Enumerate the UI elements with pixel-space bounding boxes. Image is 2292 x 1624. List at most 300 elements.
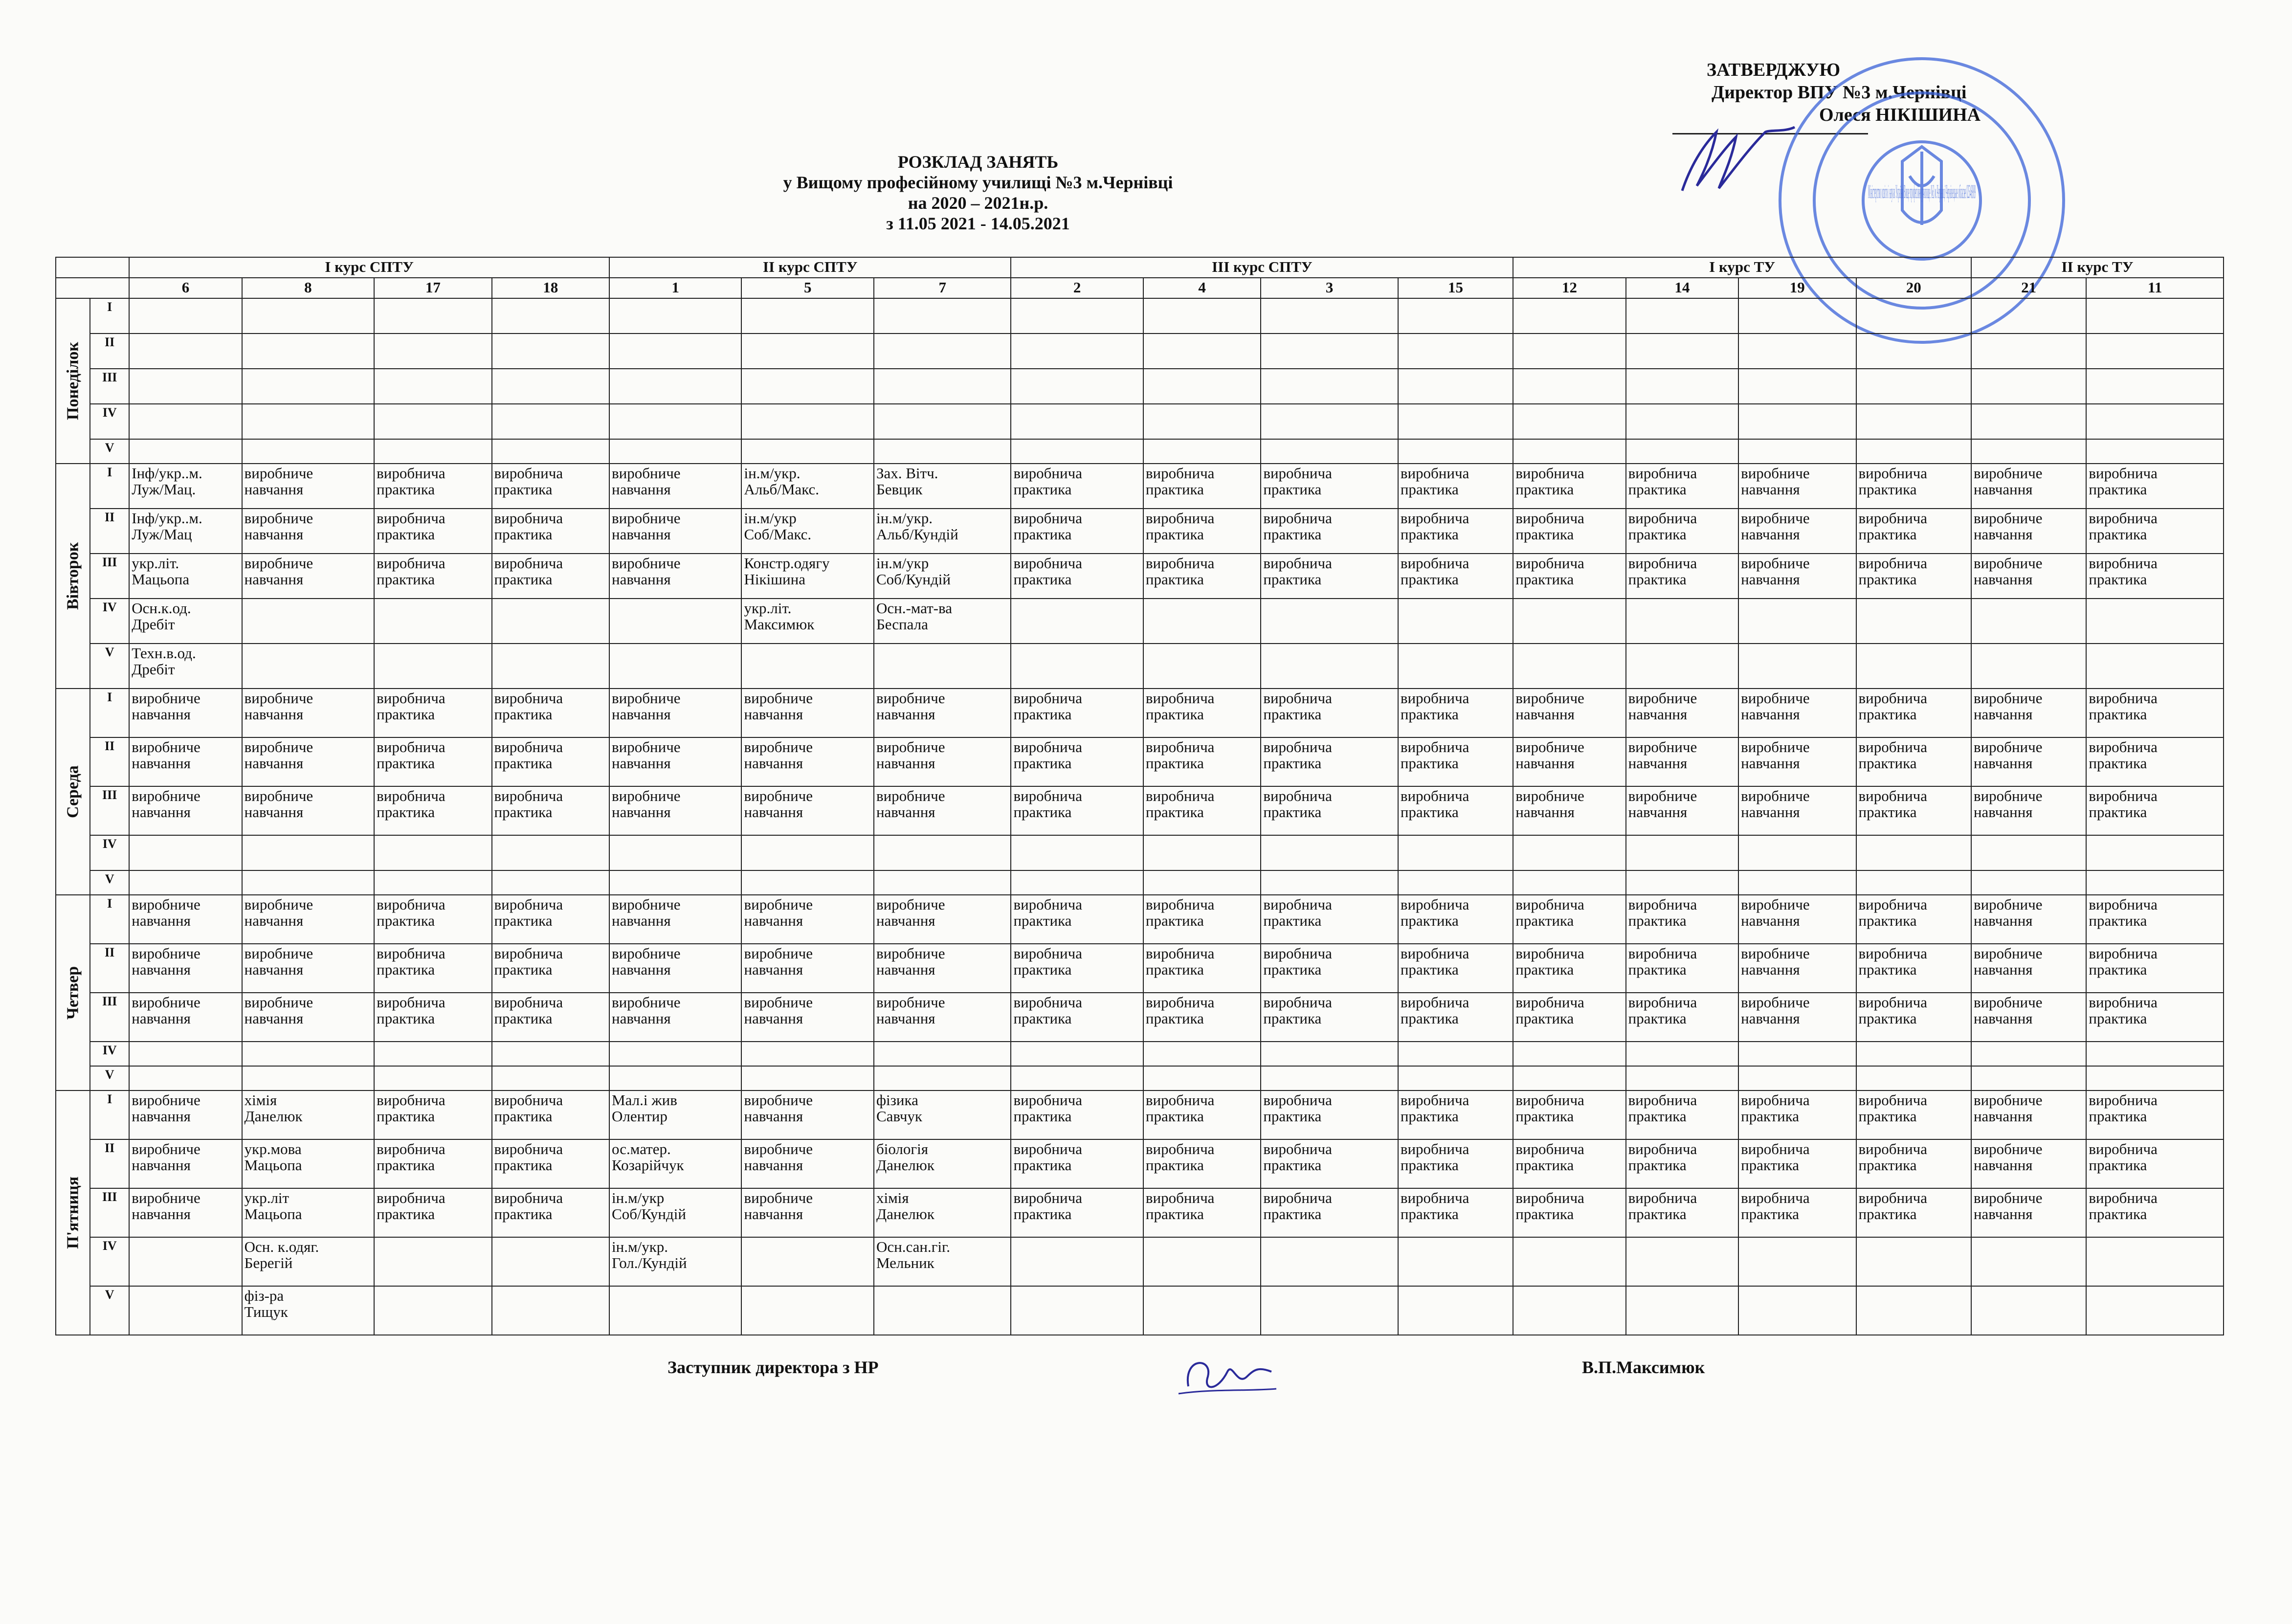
lesson-cell <box>1971 334 2086 369</box>
lesson-cell: виробнича практика <box>1626 944 1738 993</box>
lesson-cell <box>2086 369 2224 404</box>
lesson-cell: виробнича практика <box>492 1139 609 1188</box>
lesson-cell <box>609 599 741 644</box>
lesson-cell <box>1261 369 1398 404</box>
lesson-cell: виробнича практика <box>374 993 491 1042</box>
lesson-number: ІV <box>90 835 129 870</box>
lesson-cell <box>1738 1042 1856 1066</box>
lesson-cell <box>1738 334 1856 369</box>
lesson-cell: виробнича практика <box>1398 895 1513 944</box>
lesson-cell <box>1011 835 1143 870</box>
lesson-cell: Констр.одягу Нікішина <box>741 554 873 599</box>
lesson-cell <box>874 644 1011 689</box>
lesson-cell <box>1856 644 1971 689</box>
lesson-cell <box>1398 439 1513 464</box>
lesson-cell: ін.м/укр. Гол./Кундій <box>609 1237 741 1286</box>
lesson-cell: Осн.к.од. Дребіт <box>129 599 242 644</box>
approval-heading: ЗАТВЕРДЖУЮ <box>1707 60 1841 80</box>
lesson-cell <box>874 439 1011 464</box>
lesson-cell <box>242 1042 374 1066</box>
lesson-cell: виробнича практика <box>1261 895 1398 944</box>
lesson-cell: Інф/укр..м. Луж/Мац <box>129 509 242 554</box>
lesson-cell <box>1143 870 1261 895</box>
lesson-cell: ін.м/укр Соб/Макс. <box>741 509 873 554</box>
lesson-cell <box>492 404 609 439</box>
lesson-row <box>56 404 2224 439</box>
lesson-cell: виробнича практика <box>1626 1139 1738 1188</box>
lesson-cell <box>874 369 1011 404</box>
lesson-row <box>56 464 2224 509</box>
lesson-number: V <box>90 1066 129 1090</box>
title-line-2: у Вищому професійному училищі №3 м.Чернівці <box>783 173 1173 192</box>
lesson-number: ІІ <box>90 737 129 786</box>
group-header: 12 <box>1513 278 1625 298</box>
lesson-cell: виробниче навчання <box>1738 464 1856 509</box>
group-header: 3 <box>1261 278 1398 298</box>
lesson-cell <box>242 599 374 644</box>
lesson-cell: виробнича практика <box>1513 554 1625 599</box>
lesson-cell: виробниче навчання <box>609 895 741 944</box>
lesson-cell <box>2086 1237 2224 1286</box>
lesson-cell: ін.м/укр Соб/Кундій <box>609 1188 741 1237</box>
lesson-cell <box>609 1066 741 1090</box>
group-header: 18 <box>492 278 609 298</box>
lesson-cell <box>1261 835 1398 870</box>
lesson-cell: виробнича практика <box>492 737 609 786</box>
lesson-row <box>56 870 2224 895</box>
lesson-cell <box>1011 369 1143 404</box>
group-header: 4 <box>1143 278 1261 298</box>
lesson-cell: виробнича практика <box>1398 944 1513 993</box>
lesson-cell: виробниче навчання <box>1738 786 1856 835</box>
lesson-cell: виробнича практика <box>492 554 609 599</box>
lesson-cell <box>129 1237 242 1286</box>
lesson-cell: виробниче навчання <box>1971 554 2086 599</box>
lesson-cell: виробнича практика <box>1738 1139 1856 1188</box>
lesson-cell: виробниче навчання <box>242 944 374 993</box>
lesson-cell <box>1261 1286 1398 1335</box>
lesson-cell <box>374 870 491 895</box>
lesson-cell <box>1513 1042 1625 1066</box>
lesson-cell <box>1398 1237 1513 1286</box>
lesson-cell: виробнича практика <box>374 737 491 786</box>
lesson-cell <box>374 404 491 439</box>
footer-name: В.П.Максимюк <box>1582 1357 1705 1377</box>
lesson-cell <box>1513 1286 1625 1335</box>
lesson-cell: виробниче навчання <box>1971 993 2086 1042</box>
lesson-cell <box>374 369 491 404</box>
group-header: 7 <box>874 278 1011 298</box>
lesson-cell <box>1856 1286 1971 1335</box>
lesson-cell <box>1143 404 1261 439</box>
lesson-row <box>56 689 2224 737</box>
lesson-cell: виробниче навчання <box>741 737 873 786</box>
lesson-cell <box>1143 369 1261 404</box>
lesson-cell <box>1398 404 1513 439</box>
group-header: 19 <box>1738 278 1856 298</box>
lesson-cell: виробнича практика <box>1626 895 1738 944</box>
lesson-cell <box>741 644 873 689</box>
lesson-row <box>56 298 2224 334</box>
day-label: Понеділок <box>56 298 90 464</box>
lesson-cell <box>1971 298 2086 334</box>
lesson-cell: виробнича практика <box>1143 689 1261 737</box>
title-line-4: з 11.05 2021 - 14.05.2021 <box>886 214 1070 233</box>
lesson-cell <box>741 835 873 870</box>
lesson-cell <box>1626 870 1738 895</box>
lesson-cell <box>1011 298 1143 334</box>
lesson-cell <box>1398 1066 1513 1090</box>
lesson-cell: виробнича практика <box>492 895 609 944</box>
lesson-cell <box>741 1066 873 1090</box>
lesson-cell: виробниче навчання <box>1626 786 1738 835</box>
lesson-cell: виробнича практика <box>2086 689 2224 737</box>
lesson-cell <box>1261 298 1398 334</box>
lesson-cell: виробнича практика <box>1143 944 1261 993</box>
lesson-cell: виробниче навчання <box>1971 509 2086 554</box>
course-header: І курс СПТУ <box>129 257 609 278</box>
lesson-cell: виробниче навчання <box>129 1188 242 1237</box>
lesson-cell: Зах. Вітч. Бевцик <box>874 464 1011 509</box>
lesson-cell <box>1513 870 1625 895</box>
lesson-cell <box>1011 439 1143 464</box>
lesson-cell <box>1738 1237 1856 1286</box>
lesson-row <box>56 644 2224 689</box>
lesson-cell: виробнича практика <box>1261 786 1398 835</box>
lesson-cell: виробнича практика <box>2086 464 2224 509</box>
lesson-cell: виробнича практика <box>2086 509 2224 554</box>
lesson-cell: виробнича практика <box>492 464 609 509</box>
lesson-cell: Осн.-мат-ва Беспала <box>874 599 1011 644</box>
lesson-cell <box>1261 334 1398 369</box>
lesson-cell <box>741 1237 873 1286</box>
lesson-cell <box>874 835 1011 870</box>
day-label: Четвер <box>56 895 90 1090</box>
lesson-cell <box>1011 334 1143 369</box>
lesson-cell: виробниче навчання <box>1513 737 1625 786</box>
lesson-cell: ін.м/укр. Альб/Макс. <box>741 464 873 509</box>
lesson-cell <box>1738 1286 1856 1335</box>
lesson-cell: виробнича практика <box>1856 1188 1971 1237</box>
lesson-cell: виробнича практика <box>2086 895 2224 944</box>
lesson-cell: укр.мова Мацьопа <box>242 1139 374 1188</box>
lesson-cell: виробниче навчання <box>242 786 374 835</box>
lesson-cell: виробнича практика <box>1261 944 1398 993</box>
lesson-cell: виробнича практика <box>1856 554 1971 599</box>
corner-cell <box>56 257 129 278</box>
lesson-cell <box>1143 1042 1261 1066</box>
lesson-cell <box>374 1286 491 1335</box>
lesson-cell <box>1626 835 1738 870</box>
lesson-cell <box>1143 334 1261 369</box>
lesson-cell <box>1856 404 1971 439</box>
lesson-cell: виробнича практика <box>1143 1188 1261 1237</box>
lesson-cell: виробнича практика <box>1398 1090 1513 1139</box>
lesson-cell <box>874 1042 1011 1066</box>
lesson-row <box>56 334 2224 369</box>
lesson-cell: Мал.і жив Олентир <box>609 1090 741 1139</box>
lesson-cell: укр.літ Мацьопа <box>242 1188 374 1237</box>
lesson-cell <box>492 369 609 404</box>
lesson-cell <box>492 1237 609 1286</box>
lesson-cell <box>242 644 374 689</box>
lesson-cell <box>1738 404 1856 439</box>
lesson-cell <box>1626 1237 1738 1286</box>
lesson-cell: виробниче навчання <box>1971 1139 2086 1188</box>
lesson-cell <box>609 439 741 464</box>
group-header: 21 <box>1971 278 2086 298</box>
group-header: 20 <box>1856 278 1971 298</box>
lesson-cell <box>492 1286 609 1335</box>
lesson-cell: виробниче навчання <box>741 1188 873 1237</box>
lesson-cell <box>609 1286 741 1335</box>
lesson-cell: виробнича практика <box>492 944 609 993</box>
lesson-number: ІV <box>90 1042 129 1066</box>
lesson-cell: виробниче навчання <box>1738 554 1856 599</box>
lesson-cell: виробнича практика <box>1143 554 1261 599</box>
lesson-number: ІІІ <box>90 1188 129 1237</box>
lesson-cell <box>129 439 242 464</box>
lesson-cell <box>129 334 242 369</box>
lesson-cell <box>1261 1042 1398 1066</box>
lesson-cell <box>2086 334 2224 369</box>
lesson-cell: виробниче навчання <box>242 509 374 554</box>
lesson-cell <box>2086 870 2224 895</box>
lesson-cell: виробниче навчання <box>242 737 374 786</box>
lesson-cell <box>741 1286 873 1335</box>
course-header: ІІІ курс СПТУ <box>1011 257 1513 278</box>
lesson-cell <box>1971 1042 2086 1066</box>
lesson-cell: біологія Данелюк <box>874 1139 1011 1188</box>
group-header: 17 <box>374 278 491 298</box>
lesson-cell: виробнича практика <box>1398 1188 1513 1237</box>
stamp-text: Міністерство освіти і науки України Вище професійне училище №3 м.Чернівці Чернівецьке обласне 02546989 <box>1868 180 1976 202</box>
lesson-cell: виробнича практика <box>1626 1090 1738 1139</box>
lesson-cell <box>374 298 491 334</box>
lesson-cell <box>2086 599 2224 644</box>
lesson-cell: виробниче навчання <box>741 895 873 944</box>
lesson-cell <box>1143 599 1261 644</box>
lesson-cell <box>1971 1066 2086 1090</box>
lesson-cell: виробниче навчання <box>242 993 374 1042</box>
day-label: П'ятниця <box>56 1090 90 1335</box>
lesson-cell: виробнича практика <box>374 689 491 737</box>
lesson-cell: виробниче навчання <box>1738 509 1856 554</box>
lesson-cell <box>874 1066 1011 1090</box>
lesson-cell <box>374 439 491 464</box>
lesson-cell <box>1626 1066 1738 1090</box>
lesson-cell <box>1626 369 1738 404</box>
lesson-number: ІІІ <box>90 554 129 599</box>
lesson-cell: виробнича практика <box>1856 509 1971 554</box>
lesson-cell: виробниче навчання <box>609 993 741 1042</box>
lesson-cell <box>1626 1286 1738 1335</box>
lesson-cell: виробнича практика <box>1626 1188 1738 1237</box>
approval-name: Олеся НІКІШИНА <box>1819 105 1981 125</box>
lesson-cell <box>1398 1042 1513 1066</box>
lesson-cell: виробниче навчання <box>242 895 374 944</box>
lesson-cell: виробниче навчання <box>741 944 873 993</box>
lesson-cell <box>1513 404 1625 439</box>
lesson-cell <box>492 835 609 870</box>
lesson-cell <box>129 870 242 895</box>
lesson-cell <box>1011 1066 1143 1090</box>
group-header: 14 <box>1626 278 1738 298</box>
lesson-cell: виробниче навчання <box>1738 737 1856 786</box>
lesson-cell <box>129 298 242 334</box>
lesson-cell <box>609 369 741 404</box>
lesson-cell: виробниче навчання <box>1738 993 1856 1042</box>
lesson-number: ІІ <box>90 944 129 993</box>
lesson-cell <box>1143 835 1261 870</box>
lesson-cell <box>374 1237 491 1286</box>
group-header: 8 <box>242 278 374 298</box>
lesson-cell: виробнича практика <box>1011 737 1143 786</box>
lesson-cell: виробнича практика <box>1261 1139 1398 1188</box>
lesson-cell: виробнича практика <box>1261 737 1398 786</box>
lesson-cell: виробнича практика <box>492 1090 609 1139</box>
lesson-cell: виробнича практика <box>1856 993 1971 1042</box>
lesson-cell <box>874 1286 1011 1335</box>
lesson-cell <box>492 644 609 689</box>
lesson-cell: виробниче навчання <box>129 689 242 737</box>
lesson-cell: хімія Данелюк <box>874 1188 1011 1237</box>
lesson-cell <box>1738 870 1856 895</box>
lesson-cell <box>492 1042 609 1066</box>
lesson-cell <box>1856 439 1971 464</box>
lesson-row <box>56 1188 2224 1237</box>
lesson-cell: виробнича практика <box>1513 509 1625 554</box>
lesson-cell: виробнича практика <box>1738 1090 1856 1139</box>
lesson-row <box>56 737 2224 786</box>
lesson-cell: виробниче навчання <box>129 944 242 993</box>
group-header: 11 <box>2086 278 2224 298</box>
lesson-cell <box>1513 298 1625 334</box>
lesson-cell <box>242 835 374 870</box>
lesson-cell: виробнича практика <box>374 1090 491 1139</box>
lesson-cell <box>1261 439 1398 464</box>
lesson-cell <box>1971 835 2086 870</box>
lesson-cell <box>242 1066 374 1090</box>
lesson-cell: виробниче навчання <box>1971 944 2086 993</box>
lesson-cell: виробниче навчання <box>129 1139 242 1188</box>
lesson-cell <box>1738 599 1856 644</box>
lesson-cell <box>1856 298 1971 334</box>
lesson-cell <box>2086 1042 2224 1066</box>
lesson-cell: виробнича практика <box>374 895 491 944</box>
lesson-cell: виробнича практика <box>1011 895 1143 944</box>
lesson-cell: виробниче навчання <box>1513 786 1625 835</box>
lesson-cell <box>1856 1066 1971 1090</box>
lesson-cell <box>741 334 873 369</box>
lesson-cell: виробнича практика <box>1398 993 1513 1042</box>
lesson-cell <box>1738 835 1856 870</box>
lesson-cell: ін.м/укр. Альб/Кундій <box>874 509 1011 554</box>
schedule-title <box>587 152 1369 234</box>
lesson-cell <box>1626 644 1738 689</box>
lesson-cell: виробниче навчання <box>1971 1090 2086 1139</box>
lesson-cell: виробниче навчання <box>609 689 741 737</box>
lesson-cell <box>1398 870 1513 895</box>
lesson-cell <box>129 1066 242 1090</box>
schedule-table <box>55 257 2224 1335</box>
lesson-cell: виробнича практика <box>1143 1139 1261 1188</box>
lesson-cell: виробниче навчання <box>129 786 242 835</box>
lesson-cell <box>1513 599 1625 644</box>
course-header-row <box>56 257 2224 278</box>
lesson-number: ІІ <box>90 334 129 369</box>
lesson-cell <box>2086 298 2224 334</box>
lesson-cell: виробнича практика <box>374 464 491 509</box>
lesson-cell: виробниче навчання <box>1971 1188 2086 1237</box>
lesson-number: ІІІ <box>90 369 129 404</box>
lesson-cell: виробнича практика <box>1011 1188 1143 1237</box>
lesson-cell <box>1971 644 2086 689</box>
lesson-cell <box>1261 599 1398 644</box>
lesson-cell: виробниче навчання <box>1626 737 1738 786</box>
lesson-cell: виробниче навчання <box>129 993 242 1042</box>
lesson-number: ІІ <box>90 1139 129 1188</box>
deputy-signature-icon <box>1174 1347 1281 1401</box>
lesson-cell: виробнича практика <box>1398 689 1513 737</box>
lesson-number: V <box>90 644 129 689</box>
lesson-cell: ін.м/укр Соб/Кундій <box>874 554 1011 599</box>
lesson-cell: виробнича практика <box>1856 1139 1971 1188</box>
lesson-cell: виробниче навчання <box>242 554 374 599</box>
lesson-cell <box>1398 644 1513 689</box>
lesson-cell: виробнича практика <box>492 786 609 835</box>
lesson-cell <box>1856 870 1971 895</box>
lesson-cell <box>374 835 491 870</box>
lesson-cell: виробниче навчання <box>609 944 741 993</box>
lesson-number: І <box>90 1090 129 1139</box>
lesson-cell: виробнича практика <box>1856 786 1971 835</box>
lesson-cell <box>242 334 374 369</box>
lesson-cell: укр.літ. Максимюк <box>741 599 873 644</box>
lesson-number: V <box>90 870 129 895</box>
lesson-cell: виробнича практика <box>2086 993 2224 1042</box>
course-header: ІІ курс СПТУ <box>609 257 1011 278</box>
lesson-cell <box>741 369 873 404</box>
lesson-cell <box>1738 369 1856 404</box>
title-line-3: на 2020 – 2021н.р. <box>908 193 1048 213</box>
lesson-row <box>56 439 2224 464</box>
lesson-cell: виробниче навчання <box>741 1090 873 1139</box>
lesson-cell: виробниче навчання <box>874 786 1011 835</box>
lesson-cell: виробнича практика <box>1261 993 1398 1042</box>
lesson-cell: виробнича практика <box>1398 554 1513 599</box>
lesson-cell <box>1398 1286 1513 1335</box>
lesson-cell <box>609 835 741 870</box>
group-header: 5 <box>741 278 873 298</box>
lesson-cell <box>1011 870 1143 895</box>
day-label: Вівторок <box>56 464 90 689</box>
lesson-cell <box>1143 1286 1261 1335</box>
lesson-cell: виробнича практика <box>1011 464 1143 509</box>
lesson-row <box>56 993 2224 1042</box>
lesson-cell <box>492 334 609 369</box>
lesson-cell: виробнича практика <box>1856 895 1971 944</box>
lesson-cell <box>1738 1066 1856 1090</box>
lesson-cell: виробнича практика <box>1143 895 1261 944</box>
lesson-row <box>56 369 2224 404</box>
lesson-cell: виробнича практика <box>492 509 609 554</box>
lesson-cell <box>1398 835 1513 870</box>
lesson-cell <box>1143 439 1261 464</box>
group-header: 15 <box>1398 278 1513 298</box>
lesson-cell: виробнича практика <box>1856 737 1971 786</box>
lesson-cell <box>1143 644 1261 689</box>
